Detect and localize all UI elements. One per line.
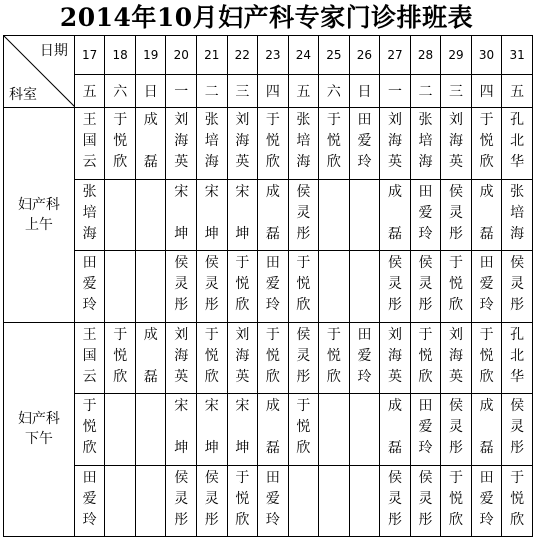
doctor-cell (319, 179, 350, 251)
doctor-cell (258, 394, 289, 466)
doctor-cell (410, 465, 441, 537)
day-cell: 27 (380, 36, 411, 75)
doctor-name: 于悦欣 (265, 326, 280, 385)
doctor-cell (441, 322, 472, 394)
doctor-cell (441, 465, 472, 537)
doctor-name: 侯灵彤 (296, 326, 311, 385)
doctor-name: 孔北华 (510, 326, 525, 385)
doctor-cell (380, 179, 411, 251)
dept-cell (4, 322, 75, 537)
doctor-name: 刘海英 (174, 326, 189, 385)
weekday-cell: 五 (288, 75, 319, 108)
weekday-cell: 三 (441, 75, 472, 108)
day-cell: 25 (319, 36, 350, 75)
doctor-name: 张培海 (418, 112, 433, 170)
doctor-cell (166, 179, 197, 251)
doctor-cell (410, 179, 441, 251)
doctor-name: 刘海英 (387, 112, 402, 170)
doctor-cell (441, 251, 472, 323)
doctor-cell (166, 394, 197, 466)
doctor-name: 张培海 (82, 183, 97, 242)
weekday-cell: 六 (319, 75, 350, 108)
doctor-cell (197, 394, 228, 466)
doctor-name: 于悦欣 (235, 255, 250, 313)
doctor-name: 侯灵彤 (449, 183, 464, 242)
doctor-name: 侯灵彤 (449, 398, 464, 456)
doctor-name (327, 394, 342, 396)
weekday-cell: 一 (166, 75, 197, 108)
doctor-cell (502, 251, 533, 323)
doctor-cell (502, 108, 533, 180)
doctor-name: 田爱玲 (418, 398, 433, 456)
doctor-name (113, 394, 128, 396)
doctor-name: 于悦欣 (113, 326, 128, 385)
doctor-cell (74, 465, 105, 537)
doctor-name: 田爱玲 (82, 255, 97, 313)
doctor-cell (441, 179, 472, 251)
doctor-cell (166, 251, 197, 323)
doctor-cell (380, 465, 411, 537)
diagonal-header-cell (4, 36, 75, 108)
doctor-cell (349, 108, 380, 180)
doctor-cell (258, 465, 289, 537)
day-cell: 23 (258, 36, 289, 75)
doctor-name: 于悦欣 (235, 469, 250, 528)
doctor-cell (197, 179, 228, 251)
doctor-cell (258, 108, 289, 180)
doctor-name: 于悦欣 (418, 326, 433, 385)
doctor-cell (380, 394, 411, 466)
weekday-cell: 二 (197, 75, 228, 108)
doctor-name: 成 磊 (143, 112, 158, 170)
doctor-name: 侯灵彤 (174, 255, 189, 313)
doctor-cell (471, 322, 502, 394)
doctor-name: 宋 坤 (174, 183, 189, 242)
dept-label: 科室 (9, 87, 37, 103)
doctor-cell (349, 322, 380, 394)
table-row (4, 322, 533, 394)
doctor-name: 刘海英 (449, 326, 464, 385)
doctor-cell (166, 465, 197, 537)
doctor-name: 田爱玲 (357, 112, 372, 170)
doctor-cell (288, 108, 319, 180)
doctor-cell (288, 465, 319, 537)
doctor-cell (105, 394, 136, 466)
doctor-name: 侯灵彤 (296, 183, 311, 242)
doctor-cell (410, 322, 441, 394)
doctor-cell (105, 251, 136, 323)
doctor-cell (105, 108, 136, 180)
doctor-cell (471, 108, 502, 180)
doctor-cell (319, 108, 350, 180)
doctor-cell (380, 322, 411, 394)
doctor-name (357, 251, 372, 253)
header-row-dates (4, 36, 533, 75)
dept-name: 妇产科 下午 (17, 411, 60, 448)
doctor-cell (319, 394, 350, 466)
doctor-cell (380, 251, 411, 323)
doctor-cell (74, 322, 105, 394)
doctor-name: 于悦欣 (326, 112, 341, 170)
weekday-cell: 三 (227, 75, 258, 108)
doctor-name: 于悦欣 (82, 398, 97, 456)
doctor-name: 于悦欣 (479, 326, 494, 385)
doctor-name: 侯灵彤 (510, 398, 525, 456)
weekday-cell: 五 (502, 75, 533, 108)
doctor-cell (258, 251, 289, 323)
weekday-cell: 四 (258, 75, 289, 108)
doctor-name: 于悦欣 (479, 112, 494, 170)
doctor-name (357, 180, 372, 182)
schedule-table (3, 35, 533, 537)
doctor-cell (471, 179, 502, 251)
doctor-name: 刘海英 (174, 112, 189, 170)
doctor-cell (319, 322, 350, 394)
doctor-cell (349, 251, 380, 323)
doctor-name: 宋 坤 (235, 398, 250, 456)
doctor-name: 于悦欣 (449, 469, 464, 528)
doctor-cell (197, 322, 228, 394)
doctor-name (357, 466, 372, 468)
doctor-cell (288, 251, 319, 323)
doctor-cell (258, 322, 289, 394)
doctor-cell (349, 179, 380, 251)
doctor-cell (227, 179, 258, 251)
doctor-cell (74, 251, 105, 323)
doctor-cell (105, 322, 136, 394)
doctor-name: 成 磊 (387, 183, 402, 242)
doctor-name: 于悦欣 (265, 112, 280, 170)
doctor-cell (471, 465, 502, 537)
doctor-cell (166, 322, 197, 394)
doctor-name: 田爱玲 (479, 255, 494, 313)
doctor-cell (74, 179, 105, 251)
day-cell: 31 (502, 36, 533, 75)
doctor-name: 张培海 (510, 183, 525, 242)
doctor-name: 田爱玲 (418, 183, 433, 242)
doctor-name: 于悦欣 (326, 326, 341, 385)
doctor-cell (105, 465, 136, 537)
doctor-name: 成 磊 (265, 183, 280, 242)
header-row-weekdays (4, 75, 533, 108)
weekday-cell: 一 (380, 75, 411, 108)
doctor-name: 侯灵彤 (418, 469, 433, 528)
doctor-cell (410, 394, 441, 466)
doctor-name: 田爱玲 (265, 469, 280, 528)
doctor-cell (135, 108, 166, 180)
doctor-cell (410, 251, 441, 323)
doctor-name (143, 466, 158, 468)
dept-name: 妇产科 上午 (17, 196, 60, 233)
doctor-name: 刘海英 (449, 112, 464, 170)
doctor-name (113, 180, 128, 182)
day-cell: 21 (197, 36, 228, 75)
doctor-cell (288, 394, 319, 466)
doctor-name: 于悦欣 (113, 112, 128, 170)
doctor-name (143, 394, 158, 396)
doctor-name: 宋 坤 (204, 183, 219, 242)
day-cell: 26 (349, 36, 380, 75)
doctor-name: 成 磊 (143, 326, 158, 385)
doctor-cell (349, 394, 380, 466)
doctor-name: 侯灵彤 (387, 255, 402, 313)
day-cell: 17 (74, 36, 105, 75)
day-cell: 29 (441, 36, 472, 75)
doctor-cell (105, 179, 136, 251)
doctor-cell (258, 179, 289, 251)
doctor-name (113, 466, 128, 468)
doctor-cell (502, 394, 533, 466)
doctor-cell (197, 465, 228, 537)
doctor-name: 成 磊 (265, 398, 280, 456)
doctor-name: 侯灵彤 (204, 469, 219, 528)
doctor-cell (197, 108, 228, 180)
doctor-cell (74, 394, 105, 466)
day-cell: 22 (227, 36, 258, 75)
weekday-cell: 五 (74, 75, 105, 108)
doctor-name: 田爱玲 (82, 469, 97, 528)
weekday-cell: 日 (135, 75, 166, 108)
doctor-cell (410, 108, 441, 180)
doctor-name: 于悦欣 (510, 469, 525, 528)
doctor-name (143, 180, 158, 182)
day-cell: 30 (471, 36, 502, 75)
doctor-name: 宋 坤 (235, 183, 250, 242)
weekday-cell: 二 (410, 75, 441, 108)
table-row (4, 251, 533, 323)
table-row (4, 108, 533, 180)
day-cell: 18 (105, 36, 136, 75)
doctor-cell (227, 108, 258, 180)
doctor-name (113, 251, 128, 253)
day-cell: 28 (410, 36, 441, 75)
doctor-name: 田爱玲 (265, 255, 280, 313)
doctor-cell (380, 108, 411, 180)
doctor-cell (227, 251, 258, 323)
doctor-name: 于悦欣 (296, 398, 311, 456)
doctor-name (143, 251, 158, 253)
doctor-name: 于悦欣 (204, 326, 219, 385)
doctor-cell (135, 251, 166, 323)
doctor-cell (227, 322, 258, 394)
doctor-cell (349, 465, 380, 537)
doctor-name: 成 磊 (387, 398, 402, 456)
doctor-cell (227, 465, 258, 537)
table-row (4, 179, 533, 251)
doctor-cell (319, 251, 350, 323)
doctor-name: 王国云 (82, 112, 97, 170)
table-row (4, 394, 533, 466)
doctor-cell (471, 394, 502, 466)
day-cell: 20 (166, 36, 197, 75)
weekday-cell: 六 (105, 75, 136, 108)
doctor-cell (74, 108, 105, 180)
doctor-name (327, 466, 342, 468)
doctor-name: 张培海 (296, 112, 311, 170)
weekday-cell: 日 (349, 75, 380, 108)
doctor-name: 宋 坤 (204, 398, 219, 456)
page-title: 2014年10月妇产科专家门诊排班表 (59, 3, 474, 32)
day-cell: 24 (288, 36, 319, 75)
doctor-name: 刘海英 (235, 326, 250, 385)
date-label: 日期 (39, 43, 68, 59)
doctor-name: 于悦欣 (296, 255, 311, 313)
doctor-name: 田爱玲 (479, 469, 494, 528)
doctor-name: 刘海英 (235, 112, 250, 170)
doctor-name: 王国云 (82, 326, 97, 385)
doctor-name: 张培海 (204, 112, 219, 170)
doctor-cell (288, 179, 319, 251)
doctor-name (327, 251, 342, 253)
doctor-cell (135, 394, 166, 466)
doctor-cell (166, 108, 197, 180)
doctor-cell (471, 251, 502, 323)
weekday-cell: 四 (471, 75, 502, 108)
doctor-name: 田爱玲 (357, 326, 372, 385)
doctor-cell (227, 394, 258, 466)
doctor-name (296, 466, 311, 468)
doctor-name: 于悦欣 (449, 255, 464, 313)
doctor-cell (502, 322, 533, 394)
doctor-name: 刘海英 (387, 326, 402, 385)
doctor-cell (135, 179, 166, 251)
dept-cell (4, 108, 75, 323)
doctor-name: 孔北华 (510, 112, 525, 170)
table-row (4, 465, 533, 537)
doctor-cell (319, 465, 350, 537)
doctor-name: 成 磊 (479, 398, 494, 456)
doctor-name: 侯灵彤 (204, 255, 219, 313)
doctor-name: 侯灵彤 (510, 255, 525, 313)
day-cell: 19 (135, 36, 166, 75)
doctor-cell (197, 251, 228, 323)
doctor-cell (135, 465, 166, 537)
doctor-cell (288, 322, 319, 394)
doctor-name: 成 磊 (479, 183, 494, 242)
doctor-name: 侯灵彤 (418, 255, 433, 313)
doctor-cell (441, 108, 472, 180)
doctor-name (327, 180, 342, 182)
doctor-name: 宋 坤 (174, 398, 189, 456)
doctor-cell (502, 179, 533, 251)
doctor-cell (502, 465, 533, 537)
doctor-cell (135, 322, 166, 394)
doctor-name: 侯灵彤 (387, 469, 402, 528)
doctor-name (357, 394, 372, 396)
doctor-name: 侯灵彤 (174, 469, 189, 528)
doctor-cell (441, 394, 472, 466)
